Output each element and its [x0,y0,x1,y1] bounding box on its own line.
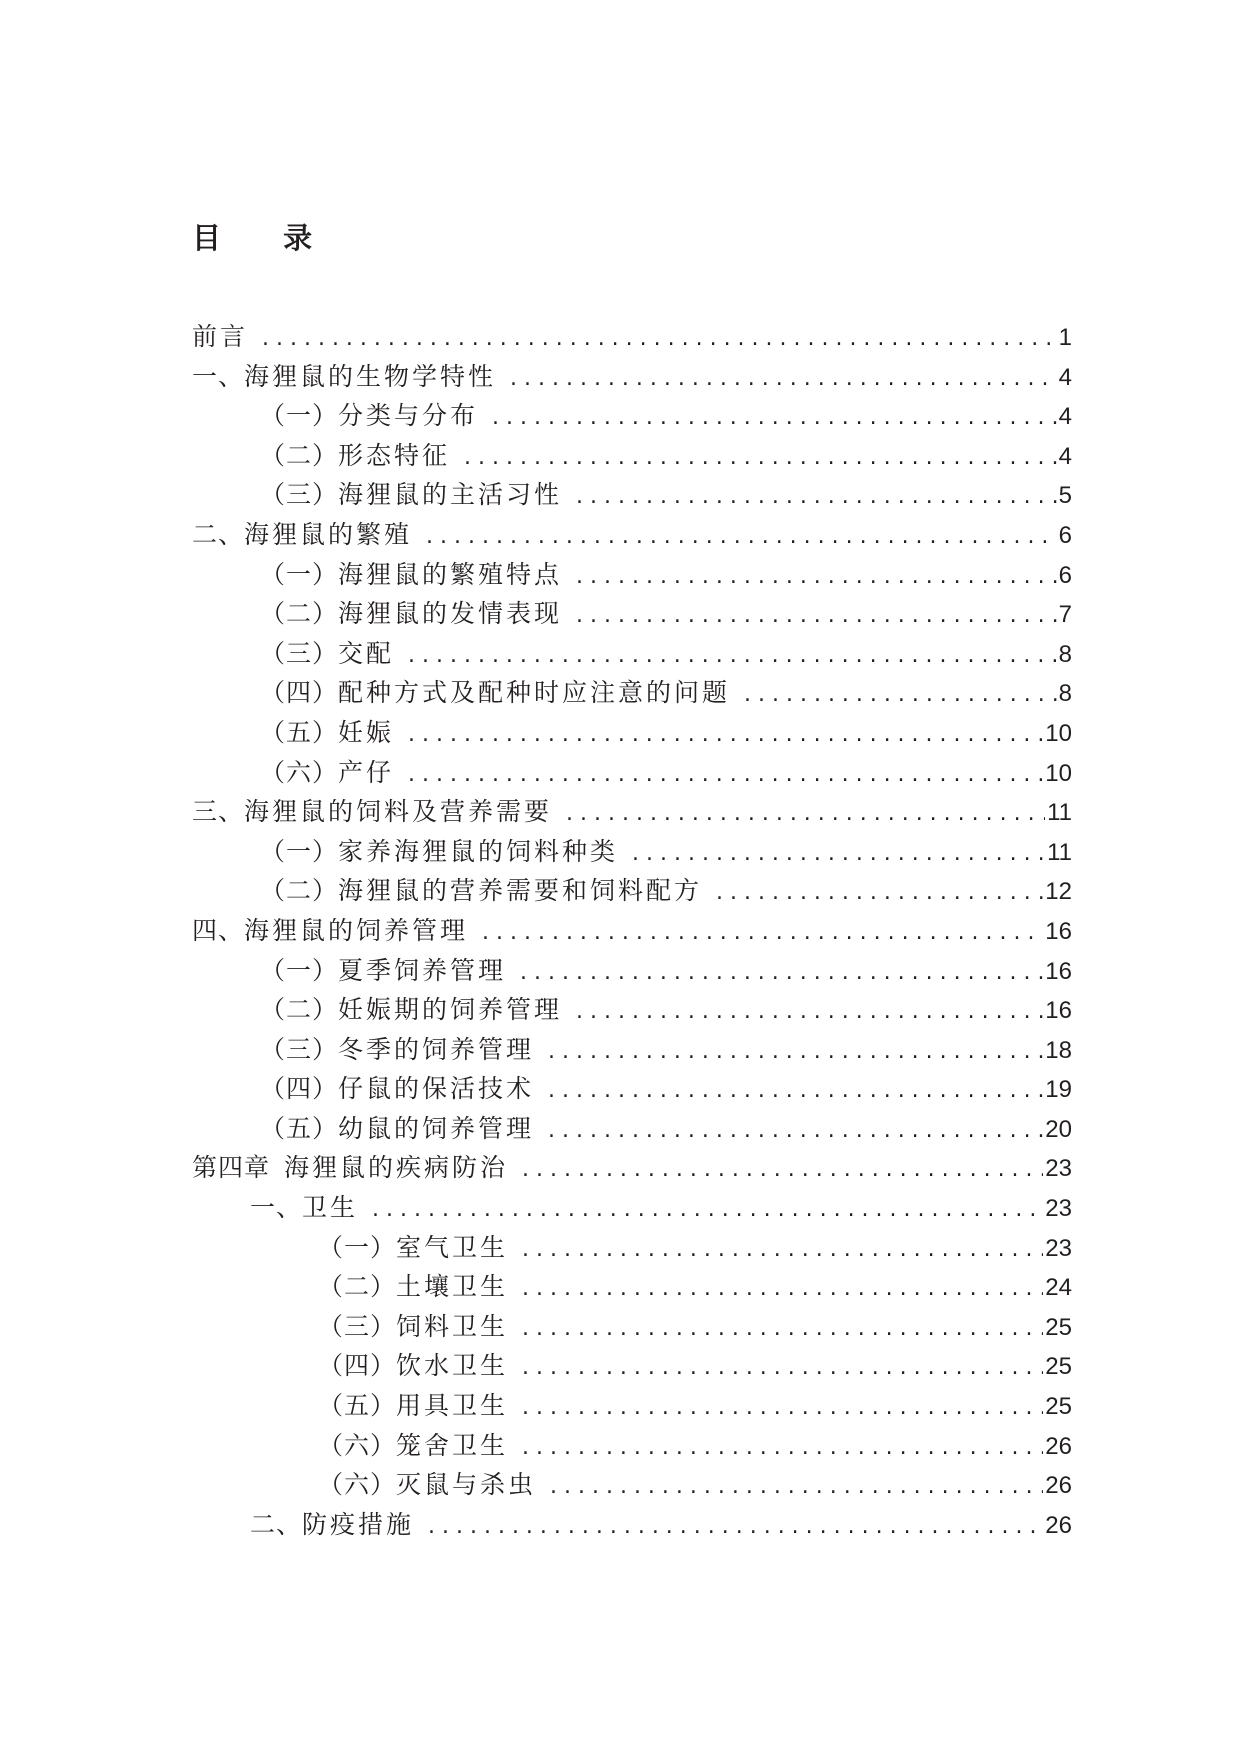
dot-leader [522,1150,1043,1190]
toc-entry[interactable] [192,436,1072,476]
toc-entry-number: （二） [318,1272,397,1302]
toc-entry[interactable] [192,792,1072,832]
toc-entry-label: 海狸鼠的繁殖 [244,519,413,549]
toc-entry-page-number: 23 [1045,1195,1072,1223]
dot-leader [408,755,1043,795]
dot-leader [522,1230,1043,1270]
dot-leader [408,636,1057,676]
toc-entry-page-number: 18 [1045,1036,1072,1064]
dot-leader [548,1071,1043,1111]
toc-entry-number: 一、 [250,1193,303,1223]
dot-leader [492,398,1057,438]
toc-entry-page-number: 8 [1058,680,1072,708]
toc-entry[interactable] [192,1505,1072,1545]
toc-entry[interactable] [192,832,1072,872]
toc-entry-label: 冬季的饲养管理 [338,1034,535,1064]
toc-entry-label: 交配 [338,638,395,668]
toc-entry-page-number: 19 [1045,1076,1072,1104]
toc-entry-page-number: 6 [1058,521,1072,549]
toc-entry-number: 三、 [192,797,245,827]
toc-entry[interactable] [192,594,1072,634]
toc-entry-label: 形态特征 [338,440,451,470]
table-of-contents [192,317,1072,1544]
toc-entry-page-number: 26 [1045,1432,1072,1460]
toc-entry-label: 防疫措施 [302,1509,415,1539]
dot-leader [744,675,1057,715]
dot-leader [522,1269,1043,1309]
toc-entry-number: （二） [260,599,339,629]
toc-entry-page-number: 10 [1045,719,1072,747]
toc-entry[interactable] [192,634,1072,674]
toc-entry-page-number: 25 [1045,1313,1072,1341]
toc-entry-page-number: 7 [1058,601,1072,629]
toc-entry-page-number: 23 [1045,1155,1072,1183]
toc-entry-page-number: 11 [1047,799,1072,827]
toc-entry-label: 海狸鼠的主活习性 [338,480,563,510]
dot-leader [632,834,1045,874]
toc-entry[interactable] [192,1069,1072,1109]
toc-entry[interactable] [192,555,1072,595]
toc-entry-number: （三） [318,1311,397,1341]
toc-entry-label: 海狸鼠的饲养管理 [244,915,469,945]
toc-entry[interactable] [192,1426,1072,1466]
toc-entry-label: 配种方式及配种时应注意的问题 [338,678,731,708]
toc-entry-label: 海狸鼠的繁殖特点 [338,559,563,589]
toc-entry[interactable] [192,713,1072,753]
dot-leader [576,557,1057,597]
toc-entry-page-number: 8 [1058,640,1072,668]
dot-leader [548,1032,1043,1072]
toc-entry-page-number: 1 [1058,324,1072,351]
toc-entry-page-number: 16 [1045,917,1072,945]
dot-leader [464,438,1057,478]
dot-leader [566,794,1045,834]
toc-entry-label: 饮水卫生 [396,1351,509,1381]
toc-entry-label: 海狸鼠的疾病防治 [284,1153,509,1183]
dot-leader [482,913,1043,953]
toc-entry[interactable] [192,317,1072,357]
toc-entry-page-number: 25 [1045,1393,1072,1421]
toc-entry-label: 家养海狸鼠的饲料种类 [338,836,619,866]
dot-leader [426,517,1057,557]
toc-entry-label: 分类与分布 [338,401,479,431]
toc-entry[interactable] [192,1346,1072,1386]
toc-entry-label: 夏季饲养管理 [338,955,507,985]
toc-entry[interactable] [192,1148,1072,1188]
toc-entry-number: 一、 [192,361,245,391]
toc-entry-page-number: 25 [1045,1353,1072,1381]
toc-entry-page-number: 23 [1045,1234,1072,1262]
toc-entry-page-number: 6 [1058,561,1072,589]
dot-leader [428,1507,1043,1547]
toc-entry-page-number: 12 [1045,878,1072,906]
dot-leader [522,1348,1043,1388]
toc-entry-label: 妊娠 [338,717,395,747]
toc-entry-label: 海狸鼠的饲料及营养需要 [244,797,553,827]
toc-entry-label: 海狸鼠的发情表现 [338,599,563,629]
dot-leader [372,1190,1043,1230]
toc-entry-label: 仔鼠的保活技术 [338,1074,535,1104]
toc-entry-page-number: 4 [1058,403,1072,431]
toc-entry-page-number: 10 [1045,759,1072,787]
toc-entry-number: （一） [318,1232,397,1262]
toc-entry-page-number: 4 [1058,442,1072,470]
toc-entry[interactable] [192,753,1072,793]
toc-entry-label: 产仔 [338,757,395,787]
toc-entry[interactable] [192,1465,1072,1505]
toc-entry-number: （二） [260,995,339,1025]
toc-entry[interactable] [192,515,1072,555]
toc-entry[interactable] [192,396,1072,436]
toc-entry-number: （四） [318,1351,397,1381]
toc-entry[interactable] [192,1386,1072,1426]
toc-entry-label: 笼舍卫生 [396,1430,509,1460]
toc-entry-number: （六） [260,757,339,787]
toc-entry-number: （六） [318,1470,397,1500]
dot-leader [520,953,1043,993]
toc-entry-number: （三） [260,1034,339,1064]
toc-entry-page-number: 16 [1045,997,1072,1025]
toc-entry-number: （二） [260,876,339,906]
dot-leader [576,596,1057,636]
dot-leader [576,477,1057,517]
toc-entry-label: 前言 [192,322,249,351]
toc-entry-number: （六） [318,1430,397,1460]
toc-entry-label: 海狸鼠的营养需要和饲料配方 [338,876,703,906]
toc-entry-number: （四） [260,678,339,708]
toc-entry-page-number: 5 [1058,482,1072,510]
dot-leader [522,1388,1043,1428]
toc-entry[interactable] [192,673,1072,713]
toc-entry-page-number: 16 [1045,957,1072,985]
toc-entry[interactable] [192,1267,1072,1307]
toc-entry-label: 妊娠期的饲养管理 [338,995,563,1025]
toc-entry-label: 饲料卫生 [396,1311,509,1341]
dot-leader [576,992,1043,1032]
toc-entry[interactable] [192,1188,1072,1228]
toc-entry-number: （五） [260,717,339,747]
dot-leader [510,359,1057,399]
toc-entry-number: （一） [260,955,339,985]
toc-entry-number: （三） [260,480,339,510]
dot-leader [408,715,1043,755]
toc-entry-label: 卫生 [302,1193,359,1223]
toc-entry-label: 海狸鼠的生物学特性 [244,361,497,391]
toc-entry-number: 四、 [192,915,245,945]
toc-entry-number: 第四章 [192,1153,271,1183]
toc-entry-label: 室气卫生 [396,1232,509,1262]
toc-entry-page-number: 26 [1045,1472,1072,1500]
toc-entry-number: （一） [260,401,339,431]
toc-entry-number: （三） [260,638,339,668]
toc-entry-number: 二、 [250,1509,303,1539]
toc-entry-number: （五） [260,1113,339,1143]
toc-entry-number: （一） [260,836,339,866]
toc-entry[interactable] [192,357,1072,397]
toc-entry-label: 用具卫生 [396,1391,509,1421]
toc-entry-page-number: 4 [1058,363,1072,391]
dot-leader [716,873,1043,913]
dot-leader [522,1428,1043,1468]
toc-entry[interactable] [192,1030,1072,1070]
toc-title: 目 录 [192,221,339,255]
dot-leader [522,1309,1043,1349]
toc-entry[interactable] [192,911,1072,951]
toc-entry[interactable] [192,475,1072,515]
dot-leader [262,319,1057,359]
toc-entry-number: 二、 [192,519,245,549]
toc-entry[interactable] [192,871,1072,911]
toc-entry-number: （一） [260,559,339,589]
toc-entry-label: 幼鼠的饲养管理 [338,1113,535,1143]
toc-entry-page-number: 20 [1045,1115,1072,1143]
dot-leader [548,1111,1043,1151]
toc-entry[interactable] [192,1228,1072,1268]
toc-entry[interactable] [192,1307,1072,1347]
toc-entry-number: （五） [318,1391,397,1421]
toc-entry-number: （四） [260,1074,339,1104]
toc-entry-page-number: 24 [1045,1274,1072,1302]
toc-entry-label: 灭鼠与杀虫 [396,1470,537,1500]
toc-entry[interactable] [192,1109,1072,1149]
toc-entry-page-number: 26 [1045,1511,1072,1539]
toc-entry-page-number: 11 [1047,838,1072,866]
dot-leader [550,1467,1043,1507]
toc-entry[interactable] [192,990,1072,1030]
toc-entry[interactable] [192,951,1072,991]
toc-entry-number: （二） [260,440,339,470]
toc-entry-label: 土壤卫生 [396,1272,509,1302]
